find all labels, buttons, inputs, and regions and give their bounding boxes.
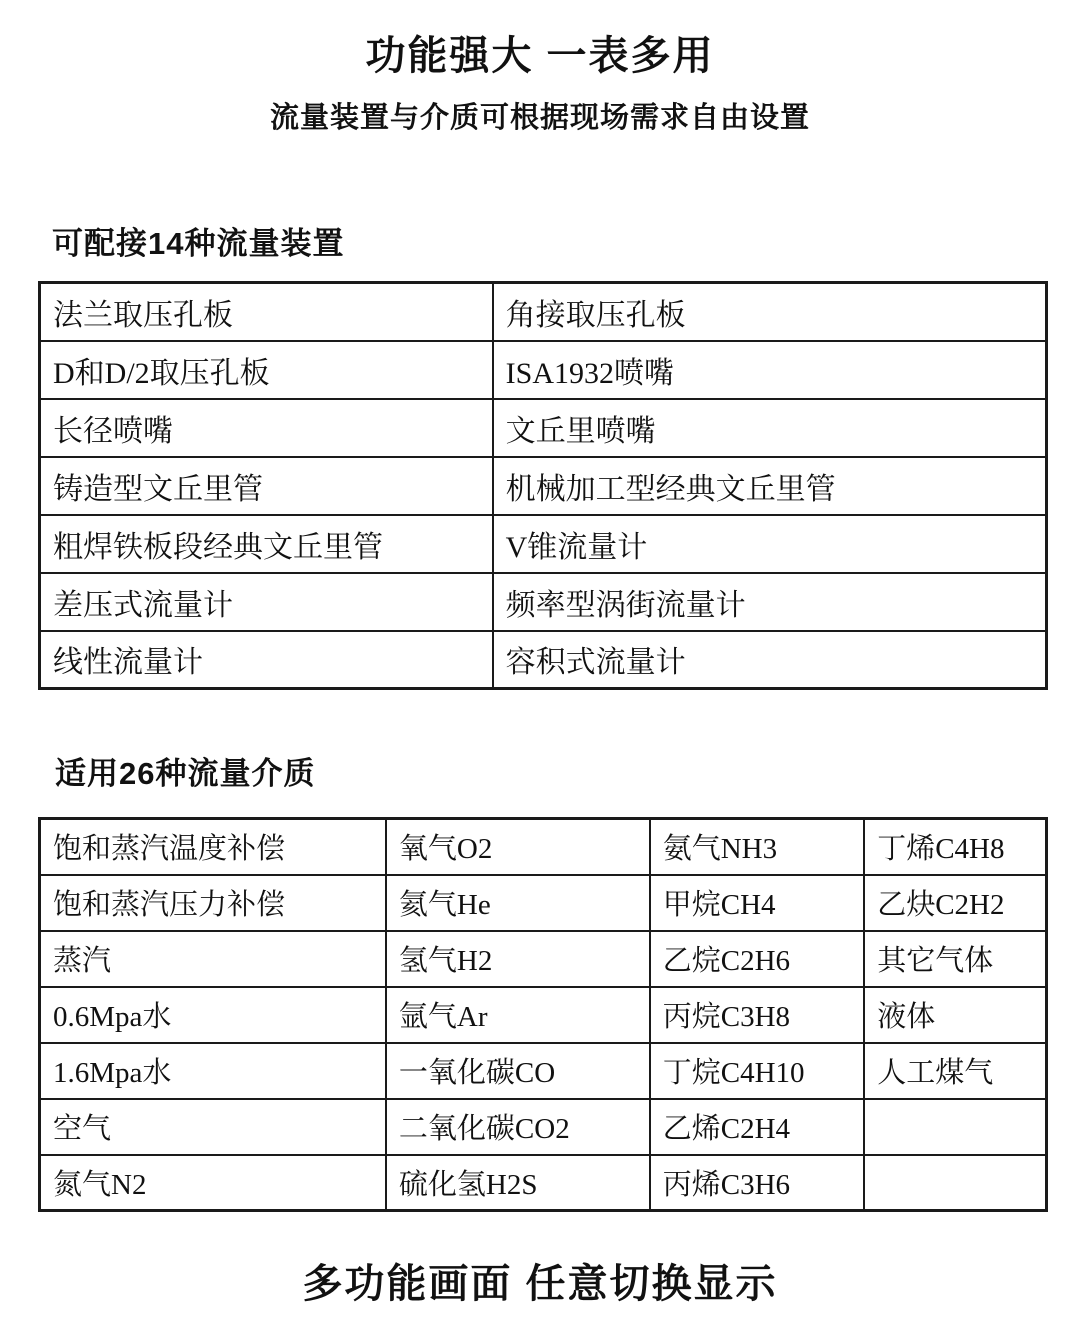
table-row (40, 457, 1047, 515)
table-cell: 长径喷嘴 (40, 399, 493, 457)
table-cell: 液体 (864, 987, 1046, 1043)
table-cell: 差压式流量计 (40, 573, 493, 631)
devices-section-heading: 可配接14种流量装置 (52, 226, 345, 261)
table-cell: 饱和蒸汽压力补偿 (40, 875, 386, 931)
table-cell: 氢气H2 (386, 931, 650, 987)
table-row (40, 283, 1047, 341)
table-row (40, 1099, 1047, 1155)
devices-table (38, 281, 1048, 690)
table-cell: 蒸汽 (40, 931, 386, 987)
table-row (40, 1043, 1047, 1099)
table-cell: 氦气He (386, 875, 650, 931)
table-cell: 丙烯C3H6 (650, 1155, 864, 1211)
table-cell: 铸造型文丘里管 (40, 457, 493, 515)
table-cell: 硫化氢H2S (386, 1155, 650, 1211)
media-table-body (40, 819, 1047, 1211)
table-cell: 甲烷CH4 (650, 875, 864, 931)
table-row (40, 341, 1047, 399)
table-cell: 二氧化碳CO2 (386, 1099, 650, 1155)
table-row (40, 515, 1047, 573)
media-table (38, 817, 1048, 1212)
table-cell: ISA1932喷嘴 (493, 341, 1047, 399)
table-cell: D和D/2取压孔板 (40, 341, 493, 399)
media-section-heading: 适用26种流量介质 (55, 756, 316, 791)
table-row (40, 819, 1047, 875)
table-cell: 人工煤气 (864, 1043, 1046, 1099)
table-cell: 线性流量计 (40, 631, 493, 689)
table-cell: 粗焊铁板段经典文丘里管 (40, 515, 493, 573)
page-subtitle: 流量装置与介质可根据现场需求自由设置 (269, 102, 810, 134)
table-cell: 一氧化碳CO (386, 1043, 650, 1099)
table-cell: 氩气Ar (386, 987, 650, 1043)
table-cell: V锥流量计 (493, 515, 1047, 573)
table-row (40, 931, 1047, 987)
table-cell: 法兰取压孔板 (40, 283, 493, 341)
table-cell: 乙炔C2H2 (864, 875, 1046, 931)
table-cell: 乙烯C2H4 (650, 1099, 864, 1155)
table-cell: 氮气N2 (40, 1155, 386, 1211)
table-cell: 氨气NH3 (650, 819, 864, 875)
page-title: 功能强大 一表多用 (365, 34, 715, 78)
table-cell: 1.6Mpa水 (40, 1043, 386, 1099)
table-cell: 0.6Mpa水 (40, 987, 386, 1043)
table-row (40, 573, 1047, 631)
table-row (40, 875, 1047, 931)
table-cell: 丁烯C4H8 (864, 819, 1046, 875)
table-row (40, 631, 1047, 689)
table-cell: 角接取压孔板 (493, 283, 1047, 341)
devices-table-body (40, 283, 1047, 689)
table-row (40, 399, 1047, 457)
table-cell (864, 1155, 1046, 1211)
table-cell: 饱和蒸汽温度补偿 (40, 819, 386, 875)
table-row (40, 1155, 1047, 1211)
table-cell: 丁烷C4H10 (650, 1043, 864, 1099)
table-cell: 氧气O2 (386, 819, 650, 875)
table-cell: 丙烷C3H8 (650, 987, 864, 1043)
table-cell: 空气 (40, 1099, 386, 1155)
table-cell: 机械加工型经典文丘里管 (493, 457, 1047, 515)
table-cell: 乙烷C2H6 (650, 931, 864, 987)
footer-title: 多功能画面 任意切换显示 (302, 1262, 778, 1306)
table-cell: 其它气体 (864, 931, 1046, 987)
table-cell: 容积式流量计 (493, 631, 1047, 689)
table-cell (864, 1099, 1046, 1155)
table-row (40, 987, 1047, 1043)
table-cell: 频率型涡街流量计 (493, 573, 1047, 631)
table-cell: 文丘里喷嘴 (493, 399, 1047, 457)
